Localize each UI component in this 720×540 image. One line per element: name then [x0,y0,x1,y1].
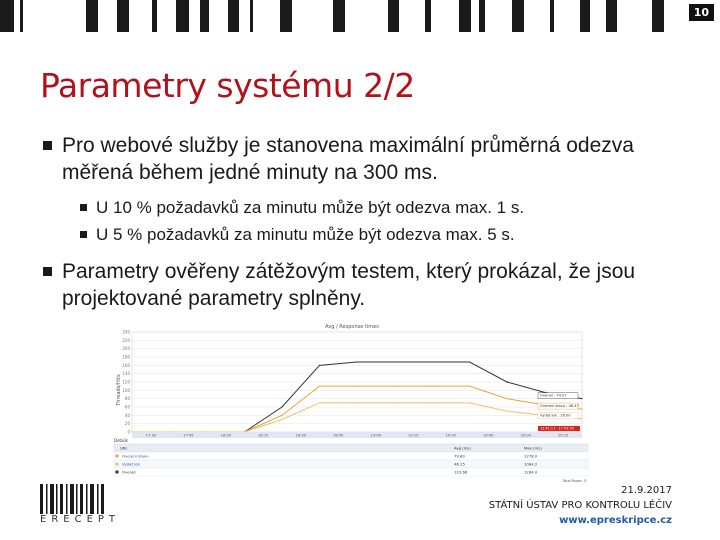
x-tick-label: 18:00 [220,433,231,438]
y-tick-label: 200 [122,346,130,352]
table-header-cell: Avg (ms) [454,445,471,451]
data-point [356,386,357,387]
data-point [281,406,282,407]
y-tick-label: 20 [124,421,130,427]
data-point [469,361,470,362]
y-tick-label: 40 [124,412,130,418]
table-row [114,452,588,460]
table-cell: 123.66 [454,469,468,475]
data-point [319,365,320,366]
y-tick-label: 60 [124,404,130,410]
data-point [469,386,470,387]
data-point [394,386,395,387]
y-axis-label: Threads/Hits [116,374,122,406]
y-tick-label: 120 [122,379,130,385]
data-point [469,402,470,403]
series-label: Overeni stavu : 48.47 [540,404,579,409]
footer-date: 21.9.2017 [621,485,672,496]
x-tick-label: 19:30 [445,433,456,438]
table-row [114,460,588,468]
data-point [506,411,507,412]
table-header-cell: Max (ms) [524,445,542,451]
x-tick-label: 17:30 [145,433,156,438]
row-color-swatch [116,455,119,458]
table-cell: 1278.0 [524,453,538,459]
data-point [581,408,582,409]
table-footer: Total Rows: 3 [562,479,586,483]
data-point [394,402,395,403]
end-marker-label: 12:41:11 : 17:59:50 [540,426,574,431]
data-point [581,418,582,419]
series-label: Vydat lek : 26.00 [540,413,571,418]
data-point [356,361,357,362]
table-label: Details [114,438,128,443]
footer-info [489,483,672,528]
x-axis-band [132,432,582,438]
header-barcode-strip [0,0,720,40]
chart-title: Avg / Response times [325,324,379,330]
table-cell: 46.15 [454,461,465,467]
data-point [431,361,432,362]
y-tick-label: 160 [122,362,130,368]
data-point [506,398,507,399]
bullet-item: Parametry ověřeny zátěžovým testem, který prokázal, že jsou projektované parametry splněny. [40,258,700,312]
x-tick-label: 20:15 [558,433,569,438]
y-tick-label: 0 [127,429,130,435]
y-tick-label: 180 [122,354,130,360]
table-row [114,468,588,476]
x-tick-label: 19:45 [483,433,494,438]
x-tick-label: 18:15 [258,433,269,438]
bullet-item: Pro webové služby je stanovena maximální průměrná odezva měřená během jedné minuty na 300 ms. [40,132,700,186]
table-cell: 1284.0 [524,469,538,475]
series-label: Overall : 74.07 [540,393,567,398]
table-cell: 1084.2 [524,461,538,467]
bullet-list [40,132,700,320]
y-tick-label: 220 [122,337,130,343]
data-point [394,361,395,362]
data-point [581,398,582,399]
table-header-row [114,444,588,452]
y-tick-label: 80 [124,396,130,402]
data-point [431,402,432,403]
footer-institution: STÁTNÍ ÚSTAV PRO KONTROLU LÉČIV [488,500,672,511]
x-tick-label: 18:30 [295,433,306,438]
table-cell: Overall [122,469,136,475]
data-point [431,386,432,387]
y-tick-label: 100 [122,387,130,393]
table-cell: 79.80 [454,453,465,459]
sub-bullet-item: U 5 % požadavků za minutu může být odezva max. 5 s. [40,221,700,248]
x-tick-label: 17:45 [183,433,194,438]
data-point [281,419,282,420]
x-tick-label: 20:00 [520,433,531,438]
y-tick-label: 140 [122,371,130,377]
x-tick-label: 19:00 [370,433,381,438]
data-point [319,402,320,403]
data-point [319,386,320,387]
sub-bullet-list [40,194,700,248]
table-cell: Vydat lek [122,461,140,467]
table-header-cell: URL [120,445,128,451]
footer-url[interactable]: www.epreskripce.cz [559,515,672,526]
data-point [281,415,282,416]
logo-text: ERECEPT [40,514,121,525]
page-number: 10 [689,4,714,21]
row-color-swatch [116,463,119,466]
sub-bullet-item: U 10 % požadavků za minutu může být odezva max. 1 s. [40,194,700,221]
table-cell: Overeni stavu [122,453,149,459]
x-tick-label: 19:15 [408,433,419,438]
data-point [356,402,357,403]
row-color-swatch [116,471,119,474]
slide-title: Parametry systému 2/2 [40,66,415,105]
x-tick-label: 18:45 [333,433,344,438]
y-tick-label: 240 [122,329,130,335]
data-point [506,381,507,382]
